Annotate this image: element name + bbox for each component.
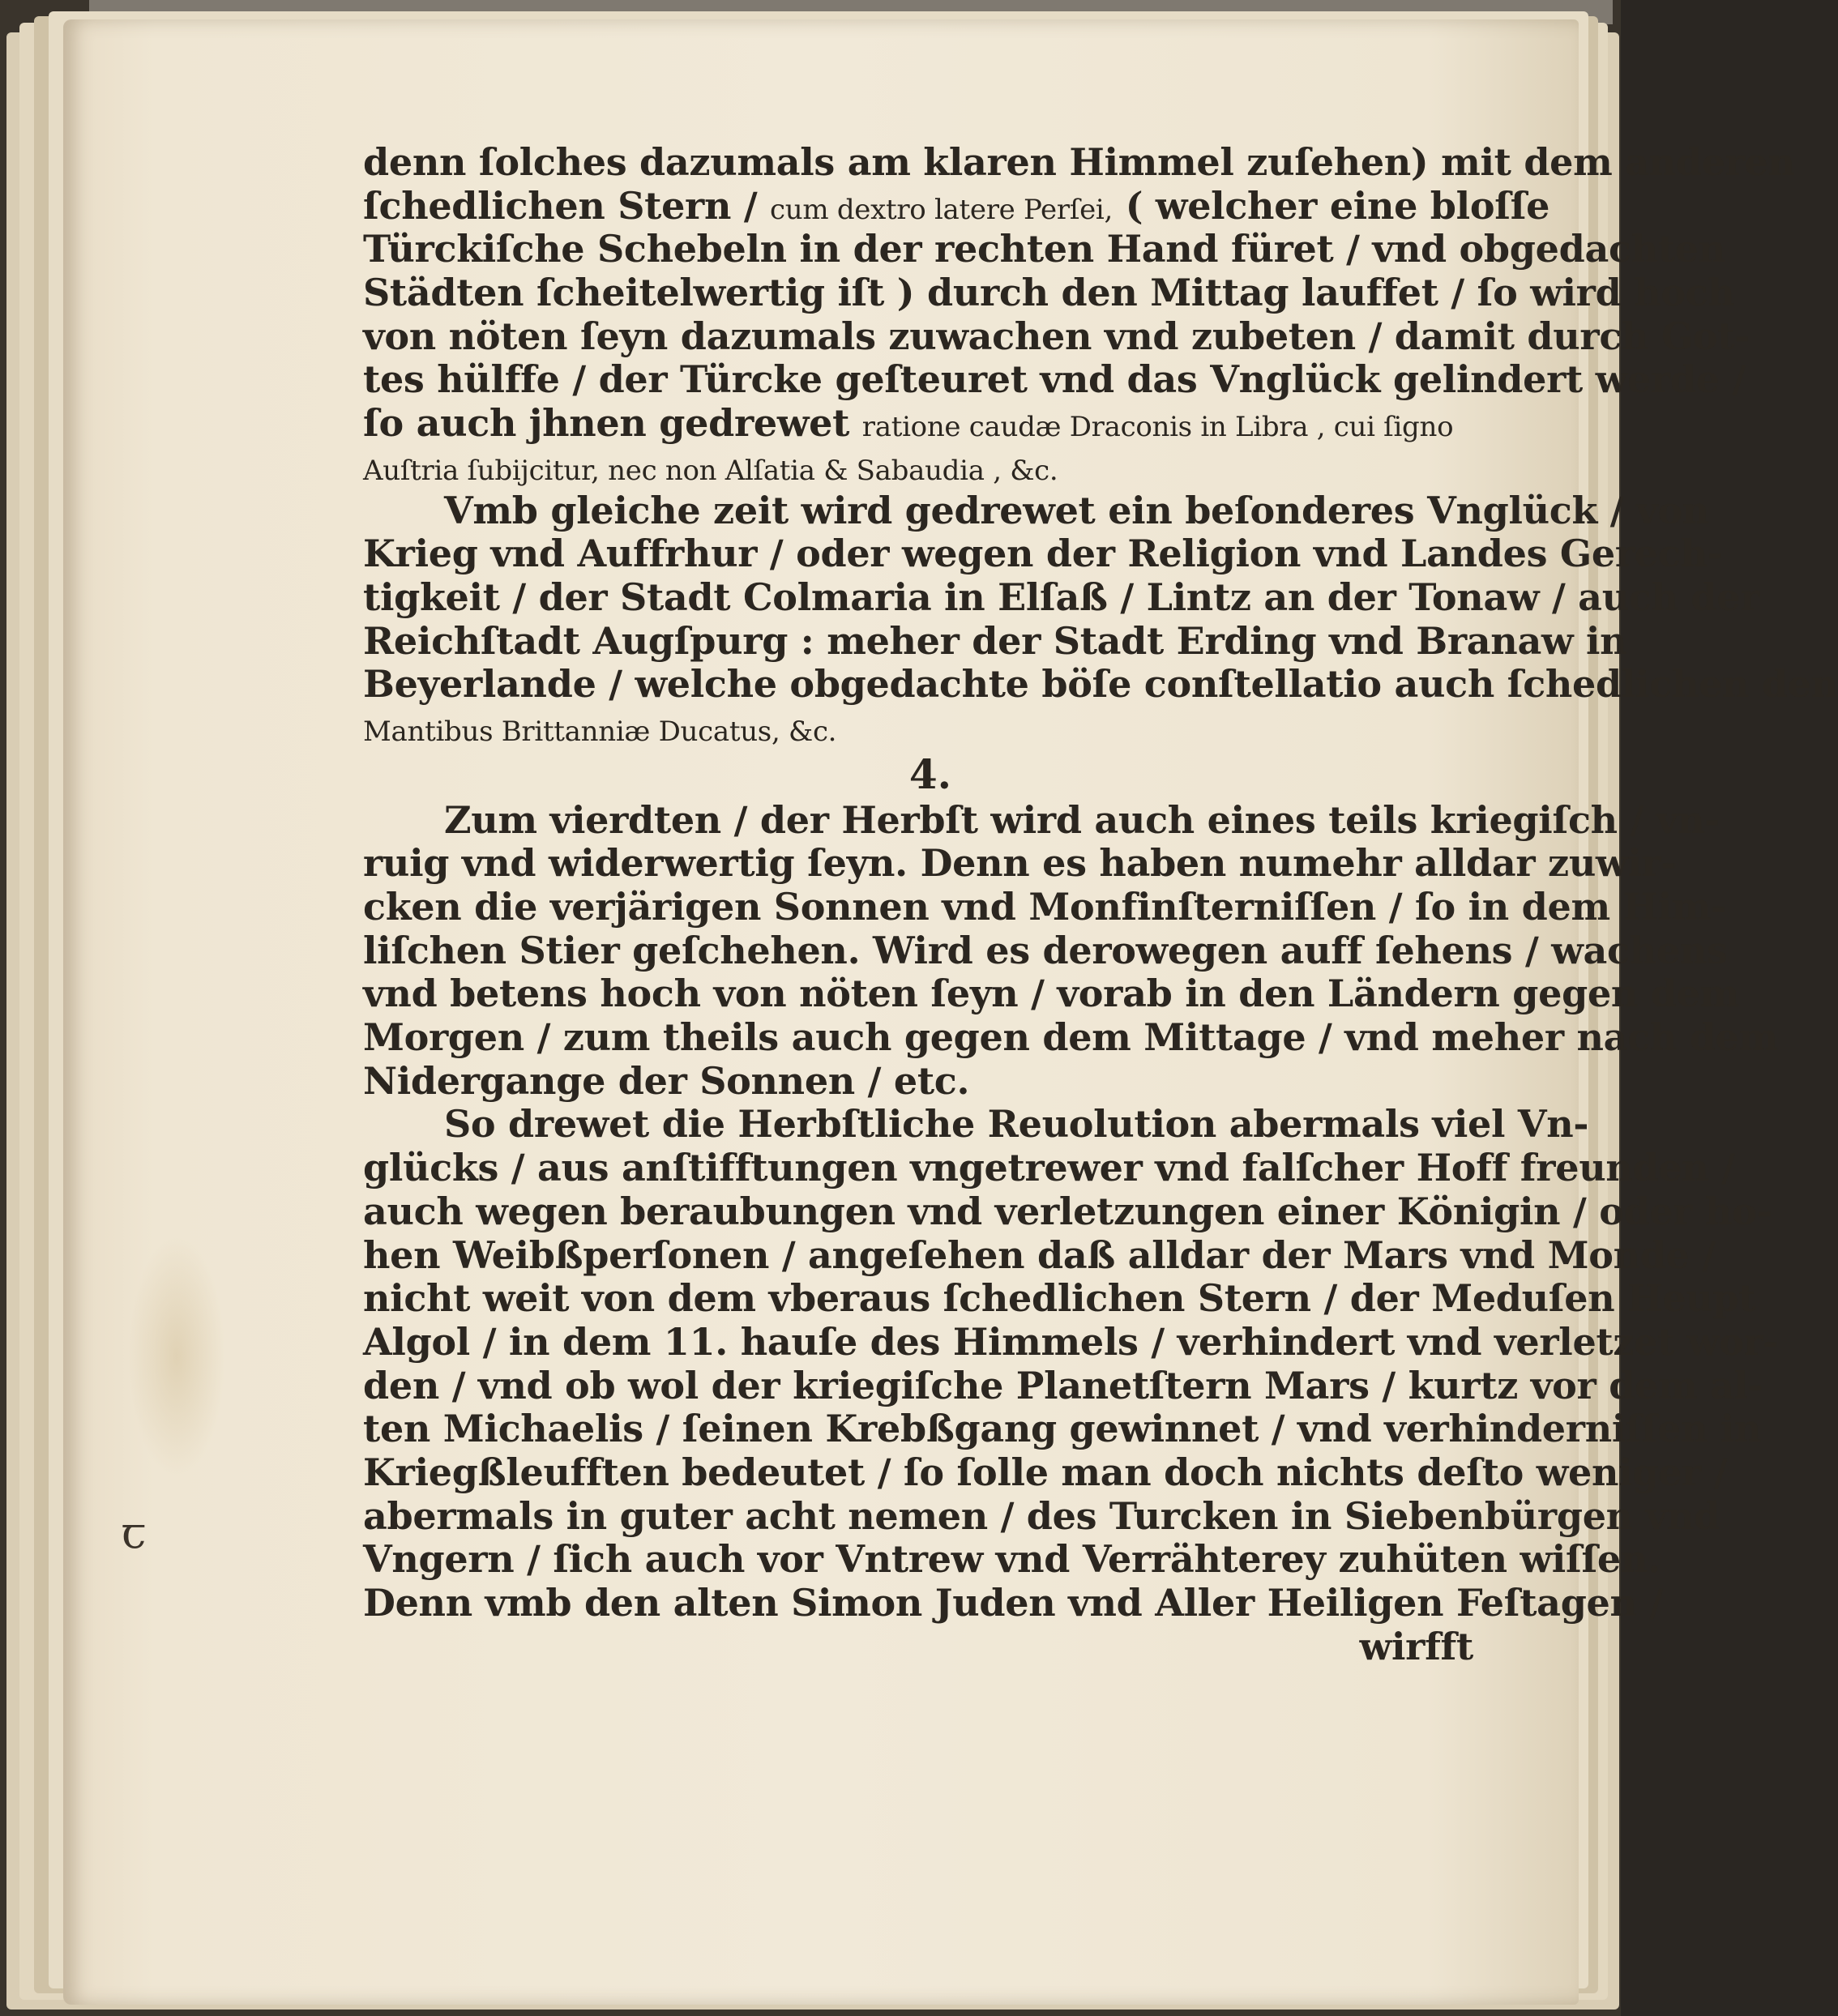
line-text: den / vnd ob wol der kriegiſche Planetſtern Mars / kurtz vor dem al- (363, 1363, 1763, 1407)
text-line (363, 707, 1498, 750)
section-number: 4. (908, 750, 952, 798)
line-text: abermals in guter acht nemen / des Turcken in Siebenbürgen vnd (363, 1493, 1720, 1538)
line-text: Zum vierdten / der Herbſt wird auch eines teils kriegiſch / vn- (444, 797, 1720, 842)
line-text: Nidergange der Sonnen / etc. (363, 1058, 970, 1103)
text-line (363, 1450, 1728, 1495)
line-text: denn ſolches dazumals am klaren Himmel zuſehen) mit dem anderen (363, 140, 1795, 184)
catchword: wirfft (1359, 1624, 1473, 1668)
paragraph-group (363, 797, 1779, 1625)
line-text: Städten ſcheitelwertig iſt ) durch den Mittag lauffet / ſo wird hoch (363, 271, 1735, 315)
text-line (363, 618, 1627, 664)
line-text: glücks / aus anſtifftungen vngetrewer vnd falſcher Hoff freunden / (363, 1146, 1735, 1190)
line-text: Türckiſche Schebeln in der rechten Hand füret / vnd obgedachten (363, 227, 1725, 271)
line-text: tes hülffe / der Türcke geſteuret vnd das Vnglück gelindert werde / (363, 357, 1746, 402)
line-text: Beyerlande / welche obgedachte böſe conſtellatio auch ſchedlichen den (363, 662, 1838, 707)
line-text: Denn vmb den alten Simon Juden vnd Aller Heiligen Feſtagen / (363, 1581, 1663, 1625)
line-text: liſchen Stier geſchehen. Wird es derowegen auff ſehens / wachens (363, 928, 1728, 972)
text-line (363, 1407, 1762, 1451)
text-line (363, 1232, 1716, 1278)
text-block (363, 140, 1838, 1668)
line-text: Kriegßleufften bedeutet / ſo ſolle man doch nichts deſto weniger / (363, 1450, 1728, 1494)
text-line (363, 446, 1498, 489)
line-text: von nöten ſeyn dazumals zuwachen vnd zubeten / damit durch Got- (363, 314, 1750, 358)
text-line (363, 1537, 1661, 1582)
text-line (363, 1189, 1772, 1234)
line-text: cken die verjärigen Sonnen vnd Monfinſterniſſen / ſo in dem Him- (363, 885, 1727, 929)
margin-mark: ꞇ (122, 1507, 147, 1558)
latin-text: ratione caudæ Draconis in Libra , cui ſigno (861, 411, 1454, 444)
text-line (363, 532, 1723, 576)
line-text: Morgen / zum theils auch gegen dem Mittage / vnd meher nach dem (363, 1015, 1778, 1060)
line-text: Algol / in dem 11. hauſe des Himmels / verhindert vnd verletzet wor- (363, 1319, 1779, 1364)
line-text: So drewet die Herbſtliche Reuolution abermals viel Vn- (444, 1102, 1589, 1147)
text-line (363, 314, 1750, 359)
line-text: ſo auch jhnen gedrewet (363, 401, 862, 446)
line-text: nicht weit von dem vberaus ſchedlichen Stern / der Meduſen Heupt (363, 1276, 1756, 1321)
text-line (363, 488, 1709, 533)
text-line (363, 271, 1735, 315)
text-line (363, 1493, 1720, 1539)
line-text: auch wegen beraubungen vnd verletzungen einer Königin / oder ho- (363, 1189, 1772, 1233)
text-line (363, 402, 1498, 446)
line-text: vnd betens hoch von nöten ſeyn / vorab in den Ländern gegen dem (363, 972, 1739, 1016)
text-line (363, 140, 1795, 185)
line-text: ( welcher eine bloſſe (1113, 183, 1550, 228)
text-line (363, 841, 1677, 886)
line-text: Vmb gleiche zeit wird gedrewet ein beſonderes Vnglück / von (444, 488, 1709, 532)
line-text: Vngern / ſich auch vor Vntrew vnd Verrähterey zuhüten wiſſen. (363, 1537, 1661, 1582)
text-line (363, 1363, 1763, 1408)
text-line (363, 797, 1720, 843)
paragraph-group (363, 140, 1838, 750)
text-line (363, 1060, 1498, 1104)
line-text: ſchedlichen Stern / (363, 183, 771, 228)
text-line (363, 885, 1727, 929)
line-text: ruig vnd widerwertig ſeyn. Denn es haben numehr alldar zuwir- (363, 841, 1677, 886)
line-text: Reichſtadt Augſpurg : meher der Stadt Erding vnd Branaw in (363, 618, 1627, 663)
latin-text: Mantibus Brittanniæ Ducatus, &c. (363, 715, 837, 748)
latin-text: Auſtria ſubijcitur, nec non Alſatia & Sabaudia , &c. (363, 454, 1058, 487)
text-line (363, 183, 1550, 229)
text-line (363, 227, 1725, 271)
text-line (363, 972, 1739, 1016)
text-line (363, 928, 1728, 973)
text-line (363, 662, 1838, 707)
text-line (363, 574, 1760, 620)
text-line (363, 1581, 1663, 1625)
text-line (363, 1319, 1779, 1365)
line-text: tigkeit / der Stadt Colmaria in Elſaß / Lintz an der Tonaw / auch der (363, 574, 1760, 619)
text-line (363, 1276, 1756, 1321)
paper-stain (128, 1235, 225, 1478)
line-text: hen Weibßperſonen / angeſehen daß alldar der Mars vnd Monde / (363, 1232, 1716, 1277)
text-line (363, 357, 1746, 402)
line-text: ten Michaelis / ſeinen Krebßgang gewinnet / vnd verhinderniſſen in (363, 1407, 1762, 1451)
text-line (363, 1015, 1778, 1060)
latin-text: cum dextro latere Perſei, (770, 193, 1113, 226)
line-text: Krieg vnd Auffrhur / oder wegen der Religion vnd Landes Gerech- (363, 532, 1723, 576)
text-line (363, 1102, 1589, 1147)
text-line (363, 1146, 1735, 1190)
